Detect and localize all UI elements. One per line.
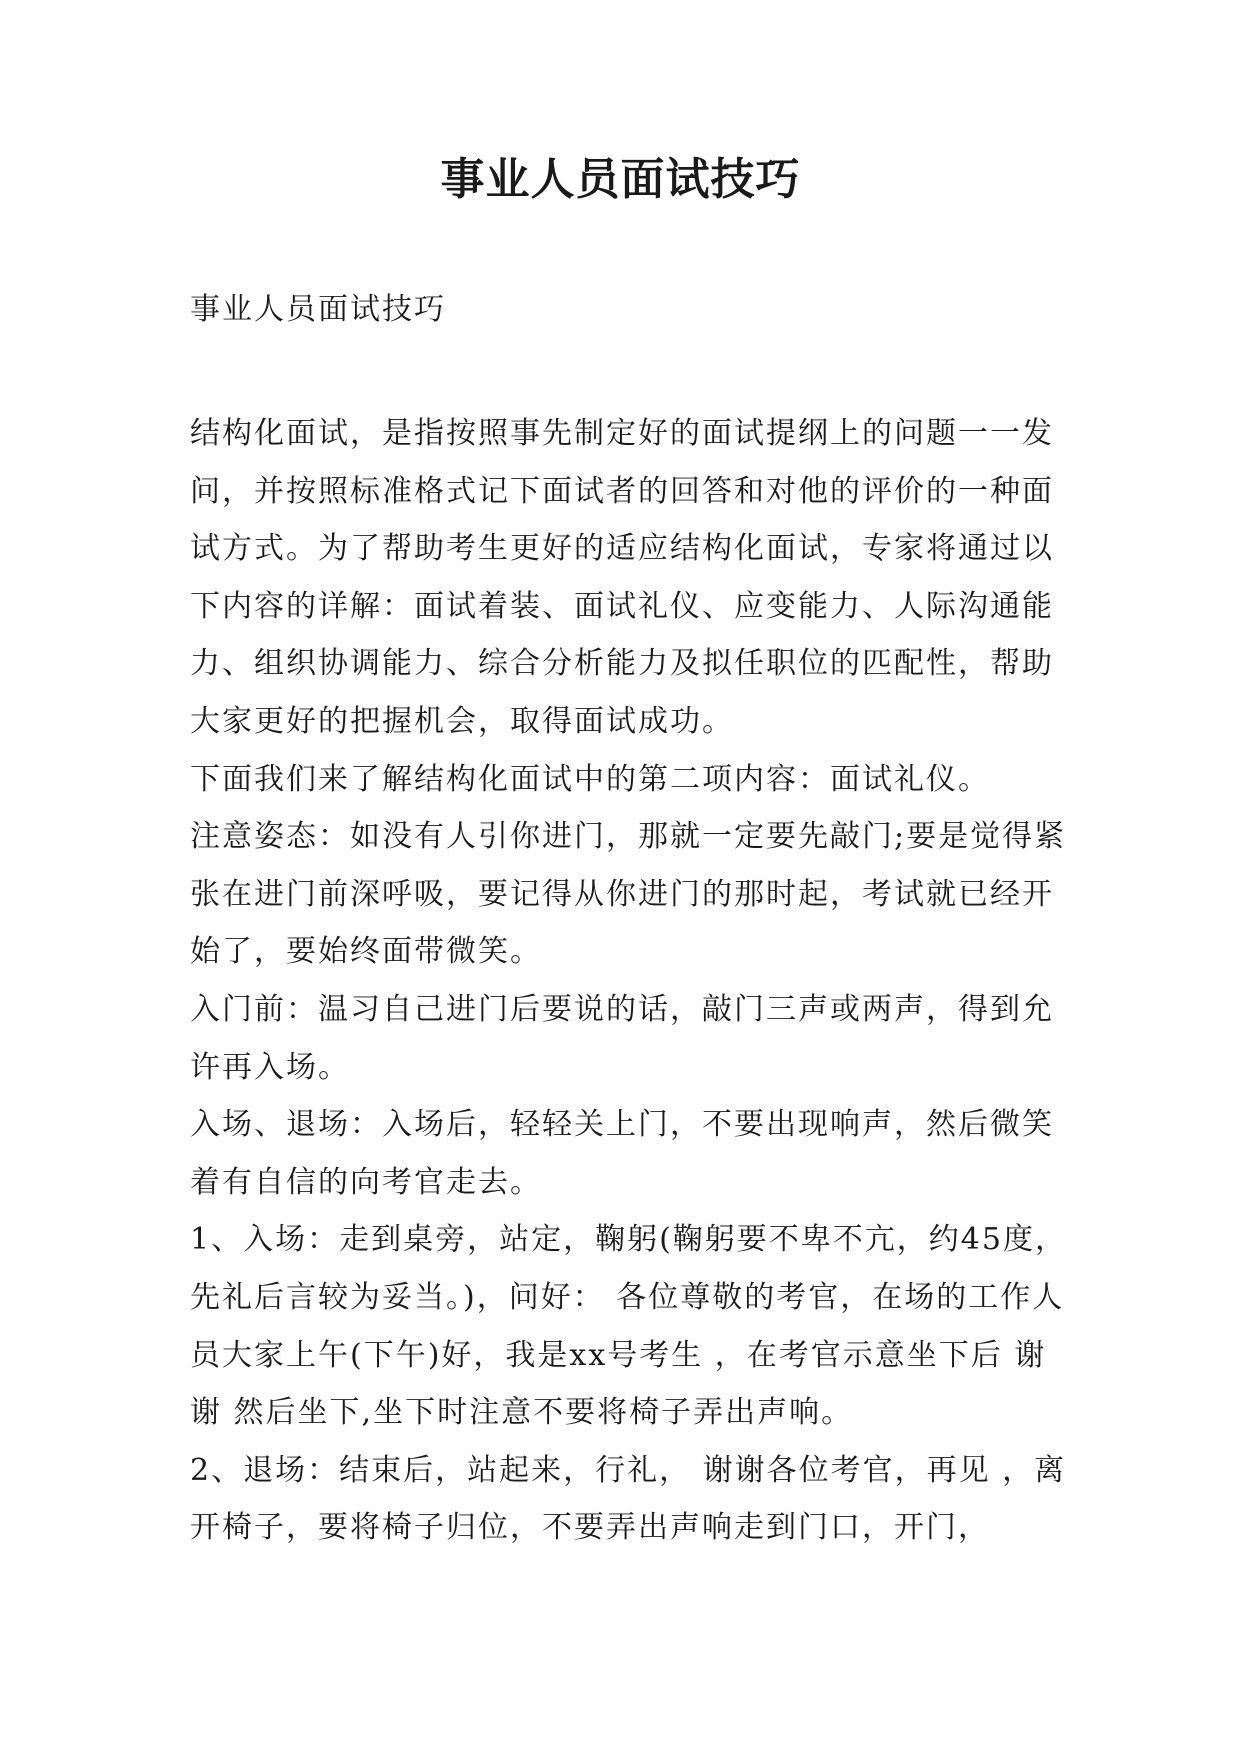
paragraph-entry-steps: 1、入场：走到桌旁，站定，鞠躬(鞠躬要不卑不亢，约45度，先礼后言较为妥当。)，问好： 各位尊敬的考官，在场的工作人员大家上午(下午)好，我是xx号考生 ，在考官示意坐下后 谢谢 然后坐下,坐下时注意不要将椅子弄出声响。 bbox=[190, 1222, 1067, 1431]
document-body bbox=[190, 405, 1070, 1557]
paragraph-exit-steps: 2、退场：结束后，站起来，行礼， 谢谢各位考官，再见 ，离开椅子，要将椅子归位，不要弄出声响走到门口，开门， bbox=[190, 1452, 1067, 1546]
paragraph-before-entry: 入门前：温习自己进门后要说的话，敲门三声或两声，得到允许再入场。 bbox=[190, 991, 1054, 1085]
paragraph-intro-etiquette: 下面我们来了解结构化面试中的第二项内容：面试礼仪。 bbox=[190, 761, 990, 797]
paragraph-entry-exit: 入场、退场：入场后，轻轻关上门，不要出现响声，然后微笑着有自信的向考官走去。 bbox=[190, 1107, 1054, 1200]
document-title: 事业人员面试技巧 bbox=[440, 154, 801, 205]
document-subtitle: 事业人员面试技巧 bbox=[190, 292, 446, 327]
paragraph-definition: 结构化面试，是指按照事先制定好的面试提纲上的问题一一发问，并按照标准格式记下面试者的回答和对他的评价的一种面试方式。为了帮助考生更好的适应结构化面试，专家将通过以下内容的详解：面试着装、面试礼仪、应变能力、人际沟通能力、组织协调能力、综合分析能力及拟任职位的匹配性，帮助大家更好的把握机会，取得面试成功。 bbox=[190, 416, 1054, 739]
paragraph-posture: 注意姿态：如没有人引你进门，那就一定要先敲门;要是觉得紧张在进门前深呼吸，要记得从你进门的那时起，考试就已经开始了，要始终面带微笑。 bbox=[190, 819, 1067, 970]
